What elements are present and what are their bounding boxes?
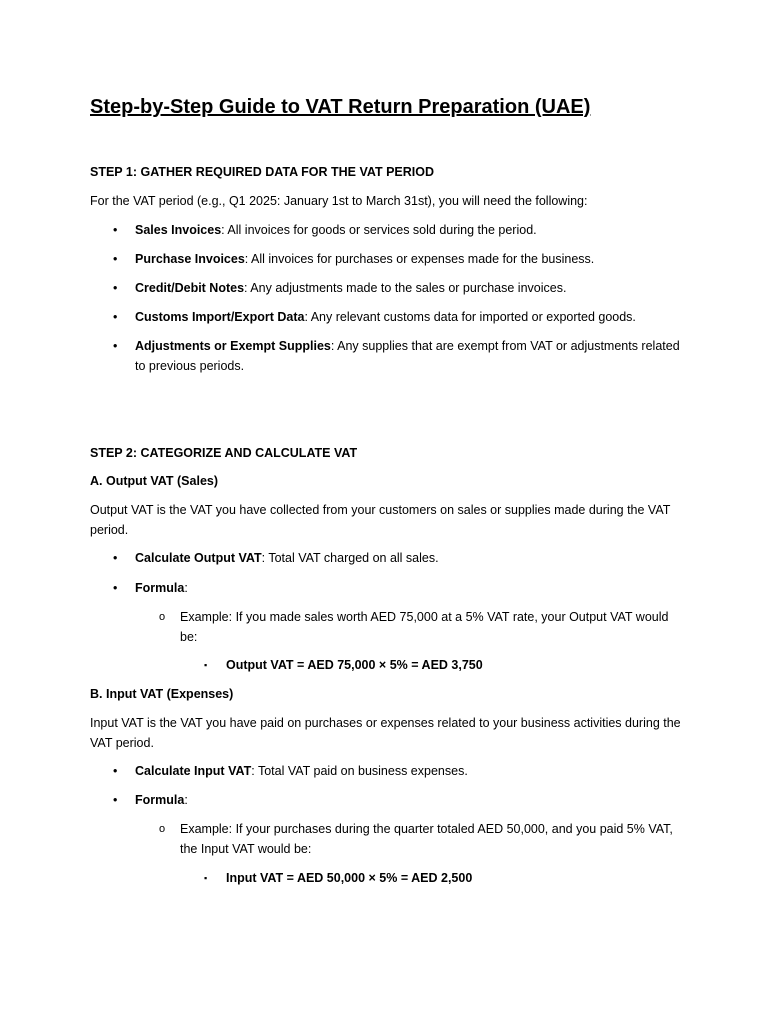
bullet-icon: • (113, 339, 118, 353)
list-item (113, 548, 685, 568)
item-term: Calculate Input VAT (135, 764, 252, 778)
item-term: Sales Invoices (135, 223, 222, 237)
step2-heading: STEP 2: CATEGORIZE AND CALCULATE VAT (90, 446, 358, 460)
item-text: : All invoices for goods or services sold during the period. (221, 223, 537, 237)
formula-result: Output VAT = AED 75,000 × 5% = AED 3,750 (226, 658, 483, 672)
input-vat-paragraph: Input VAT is the VAT you have paid on purchases or expenses related to your business activities during the VAT period. (90, 716, 681, 750)
bullet-icon: • (113, 581, 118, 595)
list-item (159, 607, 685, 647)
list-item (113, 336, 685, 376)
list-item (113, 578, 685, 598)
bullet-icon: • (113, 281, 118, 295)
item-text: : (184, 793, 188, 807)
bullet-icon: • (113, 764, 118, 778)
item-text: : All invoices for purchases or expenses made for the business. (244, 252, 595, 266)
circle-bullet-icon: o (159, 823, 166, 835)
list-item (113, 307, 685, 327)
item-text: : Any supplies that are exempt from VAT or adjustments related to previous periods. (135, 339, 680, 373)
step1-heading: STEP 1: GATHER REQUIRED DATA FOR THE VAT PERIOD (90, 165, 435, 179)
circle-bullet-icon: o (159, 611, 166, 623)
item-term: Adjustments or Exempt Supplies (135, 339, 331, 353)
item-term: Calculate Output VAT (135, 551, 262, 565)
item-text: : Total VAT charged on all sales. (261, 551, 439, 565)
item-text: : Total VAT paid on business expenses. (251, 764, 468, 778)
item-term: Customs Import/Export Data (135, 310, 305, 324)
output-vat-subheading: A. Output VAT (Sales) (90, 474, 219, 488)
list-item (113, 278, 685, 298)
list-item (113, 249, 685, 269)
list-item (113, 790, 685, 810)
list-item (113, 761, 685, 781)
square-bullet-icon: ▪ (204, 660, 208, 670)
item-term: Credit/Debit Notes (135, 281, 245, 295)
list-item (159, 819, 685, 859)
bullet-icon: • (113, 793, 118, 807)
bullet-icon: • (113, 223, 118, 237)
list-item (113, 220, 685, 240)
input-vat-subheading: B. Input VAT (Expenses) (90, 687, 234, 701)
example-text: Example: If your purchases during the quarter totaled AED 50,000, and you paid 5% VAT, the Input VAT would be: (180, 822, 673, 856)
output-vat-paragraph: Output VAT is the VAT you have collected from your customers on sales or supplies made during the VAT period. (90, 503, 671, 537)
item-term: Purchase Invoices (135, 252, 245, 266)
bullet-icon: • (113, 252, 118, 266)
bullet-icon: • (113, 551, 118, 565)
item-text: : (184, 581, 188, 595)
list-item (204, 868, 686, 888)
page-title: Step-by-Step Guide to VAT Return Preparation (UAE) (90, 96, 591, 118)
step1-intro: For the VAT period (e.g., Q1 2025: January 1st to March 31st), you will need the following: (90, 194, 588, 208)
formula-result: Input VAT = AED 50,000 × 5% = AED 2,500 (226, 871, 473, 885)
item-text: : Any adjustments made to the sales or purchase invoices. (244, 281, 567, 295)
item-term: Formula (135, 581, 185, 595)
item-term: Formula (135, 793, 185, 807)
list-item (204, 655, 686, 675)
square-bullet-icon: ▪ (204, 873, 208, 883)
example-text: Example: If you made sales worth AED 75,000 at a 5% VAT rate, your Output VAT would be: (180, 610, 669, 644)
bullet-icon: • (113, 310, 118, 324)
item-text: : Any relevant customs data for imported or exported goods. (304, 310, 636, 324)
